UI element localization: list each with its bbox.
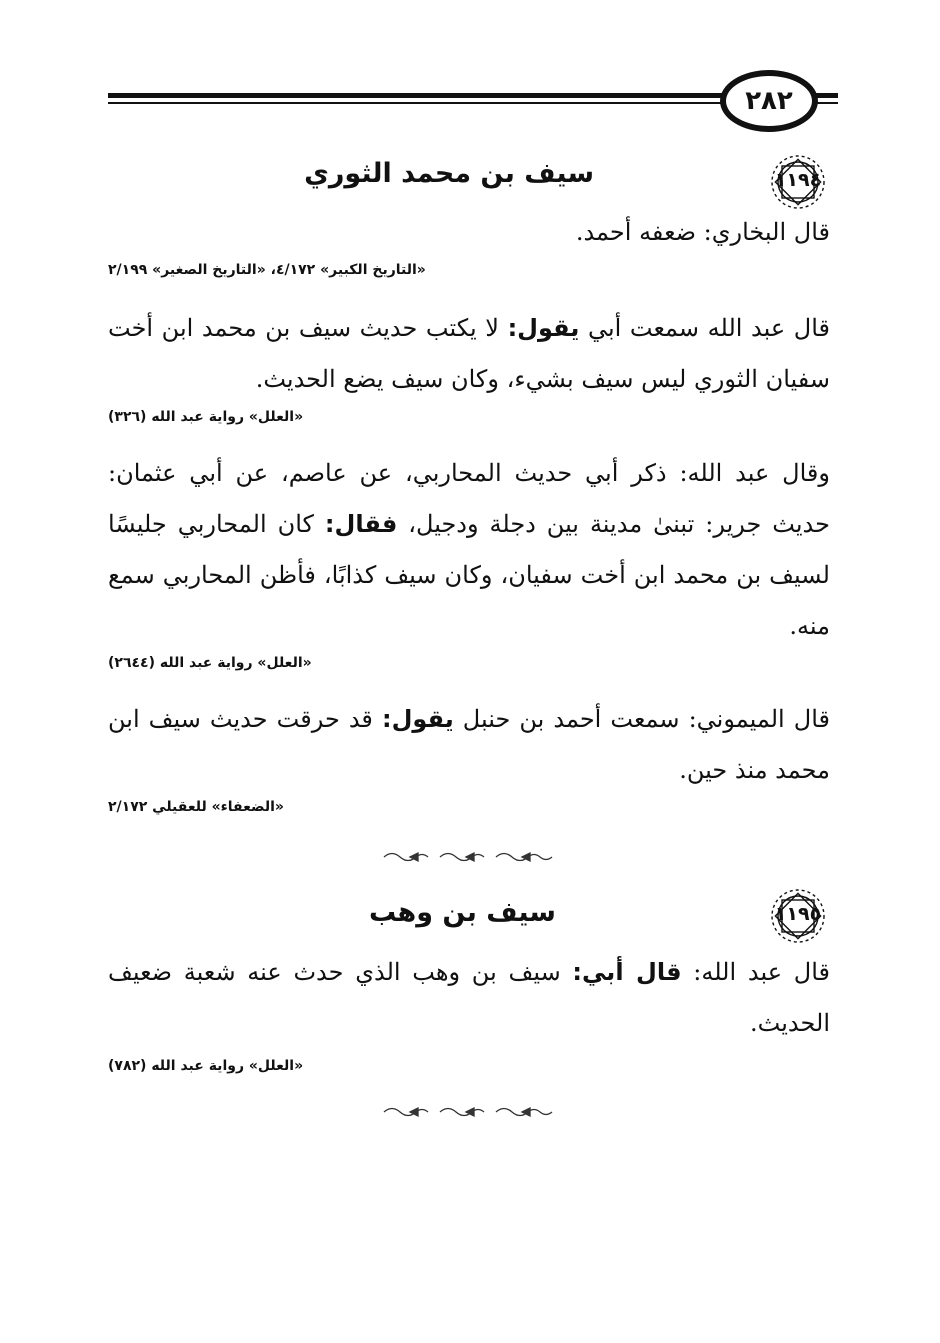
paragraph [108, 947, 830, 1049]
paragraph-text: قد حرقت حديث سيف ابن محمد منذ حين. [108, 705, 830, 784]
paragraph-keyword: فقال: [324, 510, 398, 538]
source-citation: «العلل» رواية عبد الله (٣٢٦) [108, 409, 304, 425]
entry-number-badge [770, 888, 826, 944]
paragraph [108, 303, 830, 405]
paragraph-text: سيف بن وهب الذي حدث عنه شعبة ضعيف الحديث. [108, 958, 830, 1037]
entry-title: سيف بن محمد الثوري [304, 158, 594, 189]
paragraph-intro: وقال عبد الله: ذكر أبي حديث المحاربي، عن عاصم، عن أبي عثمان: حديث جرير: تبنىٰ مدينة بين دجلة ودجيل، [108, 459, 830, 538]
paragraph-text: قال البخاري: ضعفه أحمد. [575, 218, 830, 246]
entry-number: ١١٩٥ [774, 903, 822, 925]
source-citation: «الضعفاء» للعقيلي ٢/١٧٢ [108, 799, 284, 815]
paragraph [108, 448, 830, 652]
paragraph-intro: قال عبد الله: [693, 958, 830, 986]
paragraph-keyword: يقول: [507, 314, 580, 342]
paragraph [108, 207, 830, 258]
paragraph-keyword: قال أبي: [572, 958, 682, 986]
paragraph-intro: قال عبد الله سمعت أبي [587, 314, 831, 342]
entry-number-badge [770, 154, 826, 210]
source-citation: «التاريخ الكبير» ٤/١٧٢، «التاريخ الصغير» ٢/١٩٩ [108, 262, 426, 278]
source-citation: «العلل» رواية عبد الله (٢٦٤٤) [108, 655, 312, 671]
paragraph-text: لا يكتب حديث سيف بن محمد ابن أخت سفيان الثوري ليس سيف بشيء، وكان سيف يضع الحديث. [108, 314, 830, 393]
section-divider-ornament [380, 1105, 562, 1119]
section-divider-ornament [380, 850, 562, 864]
paragraph [108, 694, 830, 796]
paragraph-keyword: يقول: [381, 705, 454, 733]
paragraph-intro: قال الميموني: سمعت أحمد بن حنبل [462, 705, 830, 733]
source-citation: «العلل» رواية عبد الله (٧٨٢) [108, 1058, 304, 1074]
paragraph-text: كان المحاربي جليسًا لسيف بن محمد ابن أخت سفيان، وكان سيف كذابًا، فأظن المحاربي سمع منه. [108, 510, 830, 640]
page-number: ٢٨٢ [720, 70, 818, 132]
entry-number: ١١٩٤ [774, 169, 822, 191]
entry-title: سيف بن وهب [368, 897, 556, 928]
